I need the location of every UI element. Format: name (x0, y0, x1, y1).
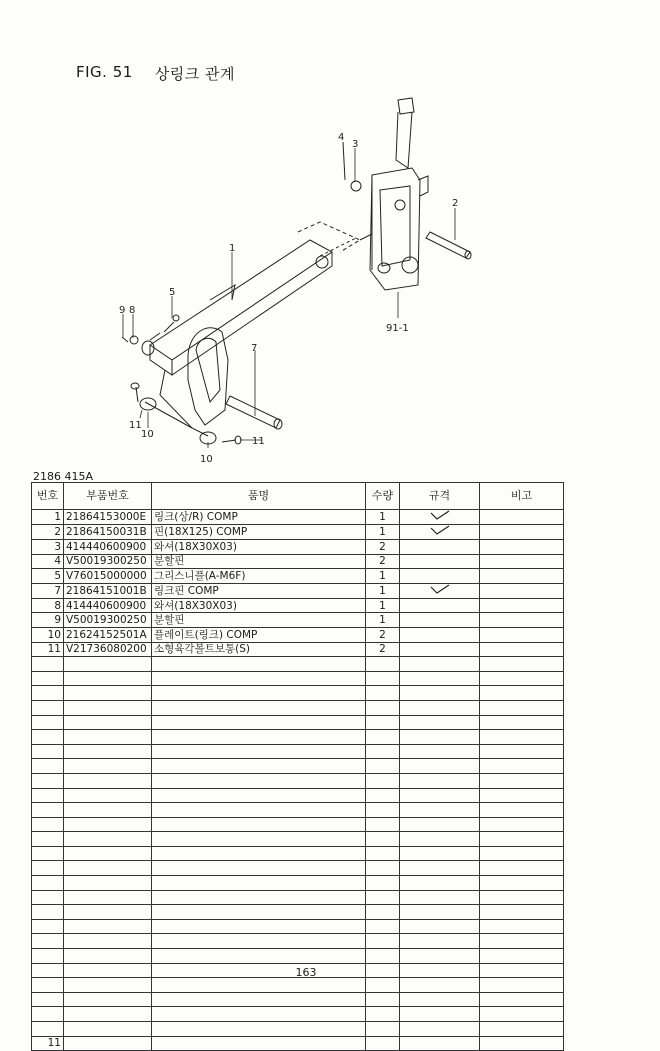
row-remarks (480, 540, 564, 555)
empty-table-row (32, 686, 564, 701)
empty-cell (64, 905, 152, 920)
empty-cell (400, 1022, 480, 1037)
row-part-name: 핀(18X125) COMP (152, 525, 366, 540)
row-quantity: 1 (366, 510, 400, 525)
row-spec (400, 510, 480, 525)
empty-cell (366, 773, 400, 788)
row-quantity: 1 (366, 583, 400, 598)
callout-5: 5 (169, 287, 176, 298)
empty-cell (366, 919, 400, 934)
empty-cell (400, 949, 480, 964)
empty-cell (480, 730, 564, 745)
empty-cell (400, 759, 480, 774)
empty-cell (366, 832, 400, 847)
empty-cell (366, 846, 400, 861)
empty-cell (64, 1007, 152, 1022)
header-part-name: 품명 (152, 483, 366, 510)
empty-table-row (32, 978, 564, 993)
table-row (32, 540, 564, 555)
check-mark-icon (429, 510, 451, 521)
row-part-name: 와셔(18X30X03) (152, 540, 366, 555)
empty-cell (400, 890, 480, 905)
empty-cell (64, 919, 152, 934)
empty-cell (400, 846, 480, 861)
empty-cell (152, 759, 366, 774)
row-part-number: V21736080200 (64, 642, 152, 657)
row-remarks (480, 627, 564, 642)
empty-cell (32, 905, 64, 920)
header-spec: 규격 (400, 483, 480, 510)
pin-part (426, 232, 471, 259)
row-remarks (480, 642, 564, 657)
header-quantity: 수량 (366, 483, 400, 510)
empty-cell (64, 1022, 152, 1037)
row-part-number: V50019300250 (64, 613, 152, 628)
row-number: 10 (32, 627, 64, 642)
callout-10b: 10 (200, 454, 213, 465)
empty-cell (480, 905, 564, 920)
empty-cell (152, 817, 366, 832)
row-part-name: 링크(상/R) COMP (152, 510, 366, 525)
empty-table-row (32, 759, 564, 774)
empty-cell (480, 657, 564, 672)
empty-cell (32, 832, 64, 847)
callout-3: 3 (352, 139, 359, 150)
callout-10: 10 (141, 429, 154, 440)
row-number: 4 (32, 554, 64, 569)
empty-cell (366, 992, 400, 1007)
empty-cell (152, 949, 366, 964)
header-no: 번호 (32, 483, 64, 510)
empty-cell (152, 657, 366, 672)
empty-table-row (32, 876, 564, 891)
row-number: 7 (32, 583, 64, 598)
row-quantity: 2 (366, 554, 400, 569)
empty-cell (400, 788, 480, 803)
sheet-code: 2186 415A (33, 470, 94, 483)
empty-cell (400, 861, 480, 876)
row-number: 8 (32, 598, 64, 613)
empty-cell (152, 919, 366, 934)
row-number: 1 (32, 510, 64, 525)
empty-table-row (32, 788, 564, 803)
empty-cell (366, 978, 400, 993)
empty-cell (366, 876, 400, 891)
empty-cell (480, 1007, 564, 1022)
empty-cell (64, 978, 152, 993)
table-row (32, 525, 564, 540)
empty-cell (366, 715, 400, 730)
empty-cell (32, 803, 64, 818)
empty-cell (480, 817, 564, 832)
empty-cell (400, 773, 480, 788)
row-part-name: 분할핀 (152, 613, 366, 628)
empty-cell (366, 744, 400, 759)
empty-cell (64, 686, 152, 701)
empty-cell (480, 846, 564, 861)
empty-cell (64, 934, 152, 949)
parts-table-header (32, 483, 564, 510)
empty-cell (366, 1022, 400, 1037)
empty-cell (32, 992, 64, 1007)
empty-cell (32, 934, 64, 949)
row-spec (400, 525, 480, 540)
empty-cell (480, 919, 564, 934)
empty-cell (400, 700, 480, 715)
empty-cell (152, 934, 366, 949)
empty-cell (32, 773, 64, 788)
empty-cell (400, 657, 480, 672)
empty-cell (480, 700, 564, 715)
empty-cell (32, 919, 64, 934)
empty-cell (366, 890, 400, 905)
empty-cell (366, 1036, 400, 1051)
empty-table-row (32, 671, 564, 686)
empty-cell (64, 788, 152, 803)
row-number: 2 (32, 525, 64, 540)
empty-cell (152, 978, 366, 993)
empty-cell (64, 671, 152, 686)
row-part-number: 21864151001B (64, 583, 152, 598)
empty-cell (366, 949, 400, 964)
empty-cell (400, 817, 480, 832)
empty-cell (480, 861, 564, 876)
empty-cell (480, 1022, 564, 1037)
empty-cell (152, 1036, 366, 1051)
empty-cell (152, 1022, 366, 1037)
empty-cell (32, 876, 64, 891)
empty-cell (152, 1007, 366, 1022)
row-remarks (480, 583, 564, 598)
empty-cell (400, 803, 480, 818)
callout-8: 8 (129, 305, 136, 316)
table-row (32, 554, 564, 569)
empty-cell (32, 1007, 64, 1022)
empty-table-row (32, 919, 564, 934)
empty-cell (400, 730, 480, 745)
empty-cell (32, 1022, 64, 1037)
empty-cell (152, 730, 366, 745)
empty-cell (400, 744, 480, 759)
row-part-number: 21864153000E (64, 510, 152, 525)
empty-table-row (32, 803, 564, 818)
row-spec (400, 583, 480, 598)
empty-cell (64, 700, 152, 715)
empty-cell (32, 700, 64, 715)
table-row (32, 510, 564, 525)
empty-cell (32, 861, 64, 876)
empty-cell (366, 788, 400, 803)
empty-table-row (32, 817, 564, 832)
row-remarks (480, 525, 564, 540)
empty-cell (400, 1007, 480, 1022)
callout-11b: 11 (252, 436, 265, 447)
empty-cell (152, 876, 366, 891)
row-spec (400, 627, 480, 642)
row-part-name: 링크핀 COMP (152, 583, 366, 598)
empty-cell (366, 1007, 400, 1022)
empty-cell (400, 1036, 480, 1051)
empty-cell (366, 686, 400, 701)
row-spec (400, 569, 480, 584)
row-quantity: 2 (366, 642, 400, 657)
empty-cell (366, 700, 400, 715)
exploded-parts-diagram (0, 0, 660, 470)
empty-cell (64, 949, 152, 964)
empty-cell (400, 686, 480, 701)
row-quantity: 1 (366, 613, 400, 628)
row-number: 11 (32, 1036, 64, 1051)
empty-cell (366, 759, 400, 774)
table-row (32, 613, 564, 628)
empty-cell (400, 715, 480, 730)
leader-lines (123, 148, 455, 448)
empty-cell (480, 744, 564, 759)
empty-cell (366, 657, 400, 672)
empty-table-row (32, 730, 564, 745)
empty-cell (152, 671, 366, 686)
empty-cell (480, 715, 564, 730)
row-spec (400, 642, 480, 657)
empty-cell (64, 890, 152, 905)
empty-cell (64, 715, 152, 730)
header-part-number: 부품번호 (64, 483, 152, 510)
empty-cell (152, 744, 366, 759)
empty-table-row (32, 949, 564, 964)
page-number: 163 (295, 966, 317, 979)
empty-cell (64, 817, 152, 832)
empty-cell (400, 671, 480, 686)
empty-cell (32, 686, 64, 701)
empty-cell (400, 832, 480, 847)
row-quantity: 2 (366, 627, 400, 642)
check-mark-icon (429, 584, 451, 595)
empty-cell (400, 919, 480, 934)
empty-cell (64, 744, 152, 759)
empty-cell (366, 817, 400, 832)
empty-cell (32, 715, 64, 730)
row-remarks (480, 598, 564, 613)
empty-table-row (32, 992, 564, 1007)
row-quantity: 1 (366, 598, 400, 613)
table-row (32, 583, 564, 598)
empty-cell (152, 700, 366, 715)
empty-cell (64, 803, 152, 818)
row-remarks (480, 613, 564, 628)
empty-cell (480, 686, 564, 701)
empty-cell (64, 832, 152, 847)
empty-cell (64, 1036, 152, 1051)
row-remarks (480, 569, 564, 584)
empty-cell (32, 671, 64, 686)
empty-cell (400, 905, 480, 920)
row-part-name: 그리스니플(A-M6F) (152, 569, 366, 584)
figure-title: 상링크 관계 (154, 65, 236, 83)
row-part-name: 플레이트(링크) COMP (152, 627, 366, 642)
empty-cell (480, 949, 564, 964)
empty-cell (480, 934, 564, 949)
empty-cell (480, 890, 564, 905)
empty-cell (152, 803, 366, 818)
empty-cell (32, 730, 64, 745)
empty-table-row (32, 715, 564, 730)
empty-table-row (32, 1007, 564, 1022)
empty-cell (32, 817, 64, 832)
empty-cell (400, 978, 480, 993)
empty-cell (366, 671, 400, 686)
table-row (32, 598, 564, 613)
row-part-number: 21624152501A (64, 627, 152, 642)
empty-table-row (32, 1022, 564, 1037)
empty-cell (366, 905, 400, 920)
empty-cell (32, 744, 64, 759)
empty-cell (64, 876, 152, 891)
empty-cell (32, 788, 64, 803)
row-part-number: V76015000000 (64, 569, 152, 584)
link-pin-part (226, 396, 282, 429)
callout-91-1: 91-1 (386, 323, 409, 334)
empty-cell (480, 876, 564, 891)
row-remarks (480, 554, 564, 569)
callout-9: 9 (119, 305, 126, 316)
bracket-assembly-part (360, 98, 428, 290)
empty-cell (32, 759, 64, 774)
empty-cell (32, 846, 64, 861)
row-number: 11 (32, 642, 64, 657)
empty-cell (32, 978, 64, 993)
figure-number: FIG. 51 (76, 63, 133, 81)
empty-cell (64, 773, 152, 788)
numbered-empty-row (32, 1036, 564, 1051)
empty-cell (480, 788, 564, 803)
empty-cell (64, 759, 152, 774)
row-spec (400, 613, 480, 628)
empty-cell (400, 992, 480, 1007)
row-number: 5 (32, 569, 64, 584)
empty-table-row (32, 890, 564, 905)
table-row (32, 627, 564, 642)
empty-cell (152, 992, 366, 1007)
row-part-number: 21864150031B (64, 525, 152, 540)
empty-cell (480, 1036, 564, 1051)
header-remarks: 비고 (480, 483, 564, 510)
row-quantity: 1 (366, 569, 400, 584)
empty-cell (32, 949, 64, 964)
empty-table-row (32, 846, 564, 861)
empty-cell (152, 905, 366, 920)
row-quantity: 1 (366, 525, 400, 540)
empty-cell (152, 846, 366, 861)
empty-cell (480, 832, 564, 847)
empty-cell (32, 657, 64, 672)
empty-cell (152, 832, 366, 847)
empty-cell (64, 992, 152, 1007)
empty-cell (366, 934, 400, 949)
callout-4: 4 (338, 132, 345, 143)
empty-cell (480, 803, 564, 818)
empty-cell (366, 730, 400, 745)
row-quantity: 2 (366, 540, 400, 555)
empty-cell (64, 861, 152, 876)
row-number: 9 (32, 613, 64, 628)
row-spec (400, 554, 480, 569)
empty-table-row (32, 744, 564, 759)
empty-cell (64, 846, 152, 861)
row-part-name: 와셔(18X30X03) (152, 598, 366, 613)
table-row (32, 642, 564, 657)
empty-table-row (32, 861, 564, 876)
empty-cell (366, 803, 400, 818)
row-number: 3 (32, 540, 64, 555)
callout-2: 2 (452, 198, 459, 209)
callout-7: 7 (251, 343, 258, 354)
callout-11: 11 (129, 420, 142, 431)
empty-cell (480, 671, 564, 686)
empty-table-row (32, 905, 564, 920)
row-part-number: 414440600900 (64, 598, 152, 613)
check-mark-icon (429, 525, 451, 536)
empty-table-row (32, 657, 564, 672)
empty-cell (400, 876, 480, 891)
empty-table-row (32, 832, 564, 847)
row-part-number: V50019300250 (64, 554, 152, 569)
empty-cell (64, 730, 152, 745)
row-part-name: 분할핀 (152, 554, 366, 569)
row-part-name: 소형육각볼트보통(S) (152, 642, 366, 657)
empty-table-row (32, 773, 564, 788)
empty-cell (32, 890, 64, 905)
empty-cell (400, 934, 480, 949)
empty-table-row (32, 700, 564, 715)
row-spec (400, 540, 480, 555)
callout-1: 1 (229, 243, 236, 254)
empty-cell (152, 890, 366, 905)
empty-cell (152, 788, 366, 803)
empty-cell (480, 978, 564, 993)
table-row (32, 569, 564, 584)
empty-cell (366, 861, 400, 876)
empty-table-row (32, 934, 564, 949)
empty-cell (152, 686, 366, 701)
row-remarks (480, 510, 564, 525)
empty-cell (152, 773, 366, 788)
row-part-number: 414440600900 (64, 540, 152, 555)
row-spec (400, 598, 480, 613)
empty-cell (64, 657, 152, 672)
empty-cell (480, 992, 564, 1007)
empty-cell (152, 715, 366, 730)
empty-cell (480, 759, 564, 774)
empty-cell (480, 773, 564, 788)
empty-cell (152, 861, 366, 876)
